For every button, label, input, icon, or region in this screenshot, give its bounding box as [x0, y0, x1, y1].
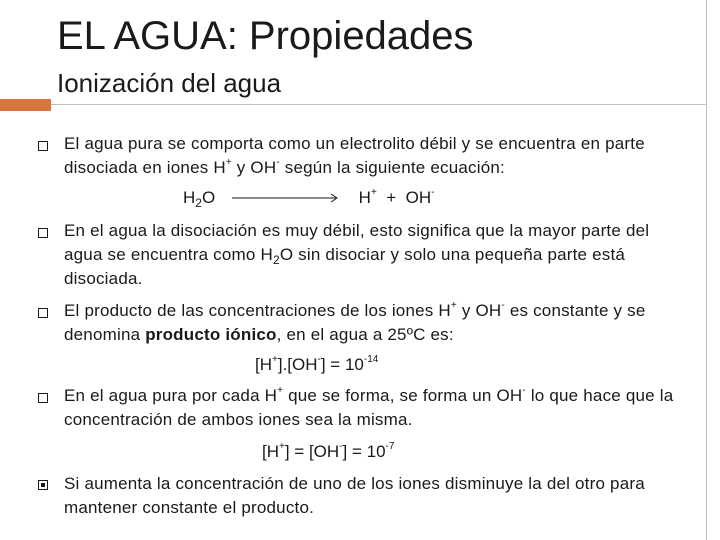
equal-concentration-equation: $[H^+] = [OH^-] = 10^{-7}$ — [262, 441, 395, 461]
page-title: EL AGUA: Propiedades — [57, 14, 474, 58]
bullet-marker-5 — [38, 480, 48, 490]
page-subtitle: Ionización del agua — [57, 68, 282, 98]
ionic-product-equation: $[H^+].[OH^-] = 10^{-14}$ — [255, 354, 379, 374]
dissociation-equation: $H_2O$ H+ + OH- — [183, 187, 435, 210]
bullet-marker-4 — [38, 393, 48, 403]
bullet-text-2: En el agua la disociación es muy débil, esto significa que la mayor parte del agua se encuentra como $H_2O$ sin disociar y solo una pequeña parte está disociada. — [64, 221, 650, 288]
bullet-marker-1 — [38, 141, 48, 151]
bullet-text-5: Si aumenta la concentración de uno de los iones disminuye la del otro para mantener constante el producto. — [64, 474, 645, 517]
bullet-text-1: El agua pura se comporta como un electrolito débil y se encuentra en parte disociada en iones H+ y OH- según la siguiente ecuación: — [64, 134, 645, 177]
bullet-text-3: El producto de las concentraciones de los iones H+ y OH- es constante y se denomina producto iónico, en el agua a 25ºC es: — [64, 300, 646, 344]
reaction-arrow-icon — [232, 193, 342, 203]
bullet-marker-2 — [38, 228, 48, 238]
accent-bar — [0, 99, 51, 111]
vertical-rule — [706, 0, 707, 540]
bullet-marker-3 — [38, 308, 48, 318]
bullet-text-4: En el agua pura por cada H+ que se forma, se forma un OH- lo que hace que la concentración de ambos iones sea la misma. — [64, 385, 674, 429]
divider-line — [51, 104, 706, 105]
